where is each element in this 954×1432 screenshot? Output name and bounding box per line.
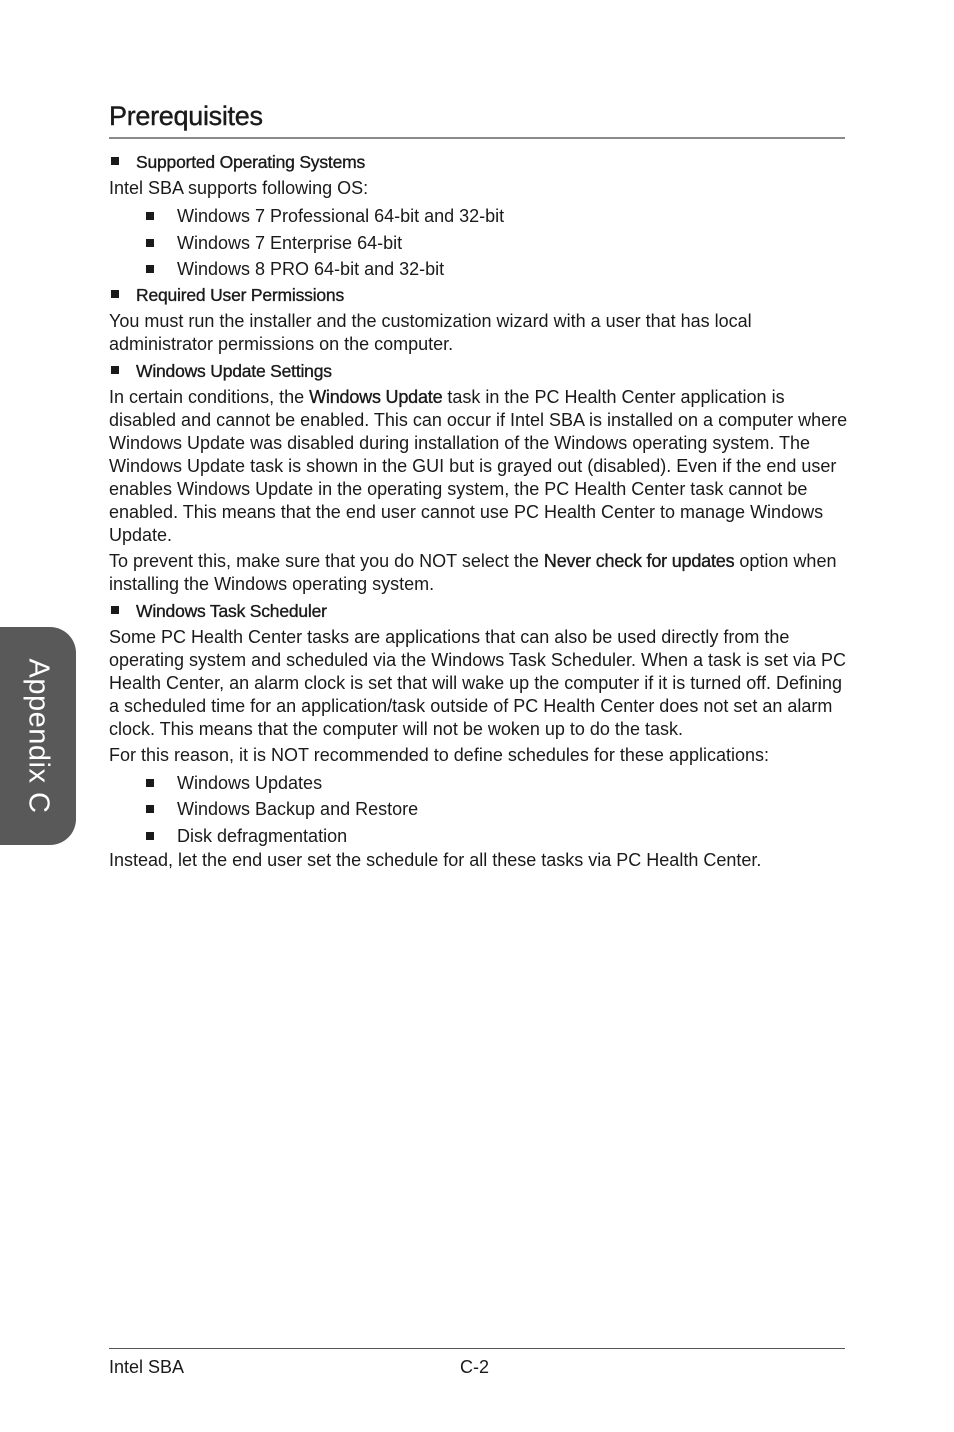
page-title: Prerequisites <box>109 101 263 131</box>
scheduler-list <box>109 770 849 850</box>
list-item <box>109 796 849 823</box>
square-bullet-icon <box>146 212 154 220</box>
section-heading-permissions <box>109 283 849 307</box>
never-check-term: Never check for updates <box>543 550 735 571</box>
section-heading-label: Supported Operating Systems <box>136 152 366 172</box>
list-item-label: Windows Backup and Restore <box>177 799 419 819</box>
list-item <box>109 230 849 257</box>
square-bullet-icon <box>111 157 119 165</box>
square-bullet-icon <box>146 239 154 247</box>
list-item <box>109 770 849 797</box>
list-item-label: Windows 7 Professional 64-bit and 32-bit <box>177 206 505 226</box>
list-item <box>109 203 849 230</box>
list-item-label: Windows Updates <box>177 772 323 793</box>
square-bullet-icon <box>111 606 119 614</box>
footer-page-number: C-2 <box>460 1357 490 1377</box>
list-item-label: Windows 8 PRO 64-bit and 32-bit <box>177 259 445 279</box>
text-run: option when installing the Windows operating system. <box>109 550 837 594</box>
section-heading-windows-update <box>109 359 849 383</box>
update-paragraph-1 <box>109 386 849 547</box>
scheduler-paragraph-2: For this reason, it is NOT recommended to define schedules for these applications: <box>109 744 769 765</box>
text-run: In certain conditions, the <box>109 386 310 407</box>
square-bullet-icon <box>146 265 154 273</box>
square-bullet-icon <box>146 779 154 787</box>
title-divider <box>109 137 845 139</box>
list-item <box>109 823 849 850</box>
square-bullet-icon <box>111 366 119 374</box>
side-tab-label: Appendix C <box>22 658 55 814</box>
update-paragraph-2 <box>109 550 849 596</box>
square-bullet-icon <box>146 805 154 813</box>
list-item <box>109 256 849 283</box>
main-content <box>109 150 849 875</box>
footer-doc-title: Intel SBA <box>109 1357 185 1377</box>
appendix-side-tab <box>0 627 76 845</box>
os-intro: Intel SBA supports following OS: <box>109 178 369 198</box>
permissions-text: You must run the installer and the customization wizard with a user that has local administrator permissions on the computer. <box>109 310 752 354</box>
section-heading-supported-os <box>109 150 849 174</box>
section-heading-label: Windows Task Scheduler <box>136 600 327 621</box>
scheduler-paragraph-1: Some PC Health Center tasks are applications that can also be used directly from the operating system and scheduled via the Windows Task Scheduler. When a task is set via PC Health Center, an alarm clock is set that will wake up the computer if it is turned off. Defining a scheduled time for an application/task outside of PC Health Center does not set an alarm clock. This means that the computer will not be woken up to do the task. <box>109 626 847 739</box>
windows-update-term: Windows Update <box>309 386 443 407</box>
scheduler-paragraph-3: Instead, let the end user set the schedule for all these tasks via PC Health Center. <box>109 850 762 870</box>
footer-divider <box>109 1348 845 1349</box>
os-list <box>109 203 849 283</box>
square-bullet-icon <box>146 832 154 840</box>
text-run: To prevent this, make sure that you do NOT select the <box>109 550 544 571</box>
section-heading-task-scheduler <box>109 599 849 623</box>
section-heading-label: Required User Permissions <box>136 284 344 305</box>
square-bullet-icon <box>111 290 119 298</box>
list-item-label: Windows 7 Enterprise 64-bit <box>177 232 403 253</box>
section-heading-label: Windows Update Settings <box>136 360 332 381</box>
list-item-label: Disk defragmentation <box>177 825 348 846</box>
text-run: task in the PC Health Center application is disabled and cannot be enabled. This can occur if Intel SBA is installed on a computer where Windows Update was disabled during installation of the Windows operating system. The Windows Update task is shown in the GUI but is grayed out (disabled). Even if the end user enables Windows Update in the operating system, the PC Health Center task cannot be enabled. This means that the end user cannot use PC Health Center to manage Windows Update. <box>109 386 848 545</box>
